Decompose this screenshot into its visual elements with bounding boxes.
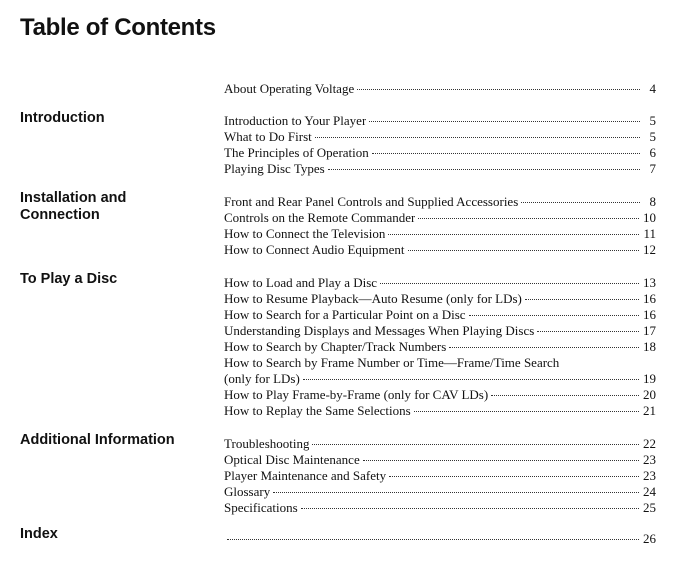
toc-entry-playing-disc-types[interactable] [224,161,656,177]
toc-entry-controls-on-remote-commander[interactable] [224,210,656,226]
toc-entry-resume-playback[interactable] [224,291,656,307]
toc-entry-page: 5 [649,113,656,128]
toc-entry-page: 10 [643,210,656,225]
toc-entry-page: 8 [649,194,656,209]
toc-entry-page: 13 [643,275,656,290]
toc-entry-page: 17 [643,323,656,338]
toc-entry-page: 23 [643,452,656,467]
dot-leader [389,475,639,477]
dot-leader [491,394,639,396]
section-installation-and-connection [20,190,126,224]
toc-entry-text: Introduction to Your Player [224,113,367,128]
toc-entry-text: How to Load and Play a Disc [224,275,378,290]
toc-entry-text: About Operating Voltage [224,81,355,96]
dot-leader [312,443,639,445]
toc-entry-specifications[interactable] [224,500,656,516]
dot-leader [227,538,639,540]
page-title: Table of Contents [20,14,216,41]
toc-entry-page: 16 [643,291,656,306]
toc-entry-search-particular-point[interactable] [224,307,656,323]
toc-entry-text: How to Search for a Particular Point on a Disc [224,307,466,322]
toc-entry-text: How to Connect Audio Equipment [224,242,405,257]
toc-entry-text-continued: (only for LDs) [224,371,300,386]
section-introduction [20,110,105,127]
toc-entry-principles-of-operation[interactable] [224,145,656,161]
toc-entry-text: What to Do First [224,129,312,144]
toc-entry-what-to-do-first[interactable] [224,129,656,145]
toc-entry-text: Understanding Displays and Messages When Playing Discs [224,323,535,338]
toc-entry-play-frame-by-frame[interactable] [224,387,656,403]
toc-entry-page: 23 [643,468,656,483]
toc-entry-page: 26 [643,531,656,546]
dot-leader [521,201,640,203]
dot-leader [369,120,640,122]
dot-leader [469,314,639,316]
toc-entry-page: 25 [643,500,656,515]
dot-leader [537,330,639,332]
dot-leader [301,507,639,509]
toc-entry-page: 18 [643,339,656,354]
toc-entry-text: How to Connect the Television [224,226,386,241]
toc-entry-text: Front and Rear Panel Controls and Supplied Accessories [224,194,519,209]
toc-entry-text: Playing Disc Types [224,161,325,176]
toc-entry-about-operating-voltage[interactable] [224,81,656,97]
toc-entry-page: 19 [643,371,656,386]
section-label: Introduction [20,110,105,126]
toc-entry-text: How to Search by Frame Number or Time—Frame/Time Search [224,355,560,370]
toc-entry-optical-disc-maintenance[interactable] [224,452,656,468]
dot-leader [449,346,639,348]
dot-leader [408,249,639,251]
toc-entry-page: 4 [649,81,656,96]
dot-leader [414,410,639,412]
dot-leader [303,378,639,380]
toc-entry-index[interactable] [224,531,656,547]
toc-entry-text: How to Replay the Same Selections [224,403,411,418]
toc-entry-load-and-play-disc[interactable] [224,275,656,291]
dot-leader [273,491,639,493]
toc-entry-page: 12 [643,242,656,257]
toc-entry-text: Optical Disc Maintenance [224,452,360,467]
section-to-play-a-disc [20,271,117,288]
dot-leader [380,282,639,284]
toc-entry-connect-audio-equipment[interactable] [224,242,656,258]
toc-entry-text: How to Search by Chapter/Track Numbers [224,339,447,354]
toc-entry-glossary[interactable] [224,484,656,500]
toc-entry-page: 16 [643,307,656,322]
dot-leader [315,136,640,138]
toc-entry-understanding-displays[interactable] [224,323,656,339]
dot-leader [328,168,640,170]
dot-leader [372,152,640,154]
toc-entry-text: Controls on the Remote Commander [224,210,416,225]
toc-entry-text: How to Resume Playback—Auto Resume (only for LDs) [224,291,522,306]
toc-entry-front-and-rear-panel-controls[interactable] [224,194,656,210]
section-label-line: Connection [20,207,100,223]
toc-entry-troubleshooting[interactable] [224,436,656,452]
toc-entry-text: Specifications [224,500,298,515]
section-index [20,526,58,543]
section-additional-information [20,432,175,449]
toc-entry-introduction-to-your-player[interactable] [224,113,656,129]
dot-leader [418,217,639,219]
toc-entry-player-maintenance-safety[interactable] [224,468,656,484]
toc-entry-search-frame-time[interactable] [224,355,656,387]
toc-entry-page: 5 [649,129,656,144]
toc-entry-page: 24 [643,484,656,499]
section-label: Additional Information [20,432,175,448]
toc-entry-text: Troubleshooting [224,436,310,451]
section-label-line: Installation and [20,190,127,206]
toc-entry-text: How to Play Frame-by-Frame (only for CAV LDs) [224,387,489,402]
toc-entry-page: 7 [649,161,656,176]
section-label: Index [20,526,58,542]
dot-leader [363,459,639,461]
dot-leader [388,233,639,235]
toc-entry-text: Glossary [224,484,271,499]
toc-entry-page: 22 [643,436,656,451]
section-label: To Play a Disc [20,271,118,287]
toc-entry-text: Player Maintenance and Safety [224,468,387,483]
toc-entry-page: 21 [643,403,656,418]
toc-entry-text: The Principles of Operation [224,145,369,160]
toc-entry-replay-same-selections[interactable] [224,403,656,419]
toc-entry-search-chapter-track[interactable] [224,339,656,355]
toc-entry-page: 20 [643,387,656,402]
dot-leader [357,88,640,90]
toc-entry-page: 6 [649,145,656,160]
toc-entry-connect-television[interactable] [224,226,656,242]
dot-leader [525,298,639,300]
toc-entry-page: 11 [643,226,656,241]
